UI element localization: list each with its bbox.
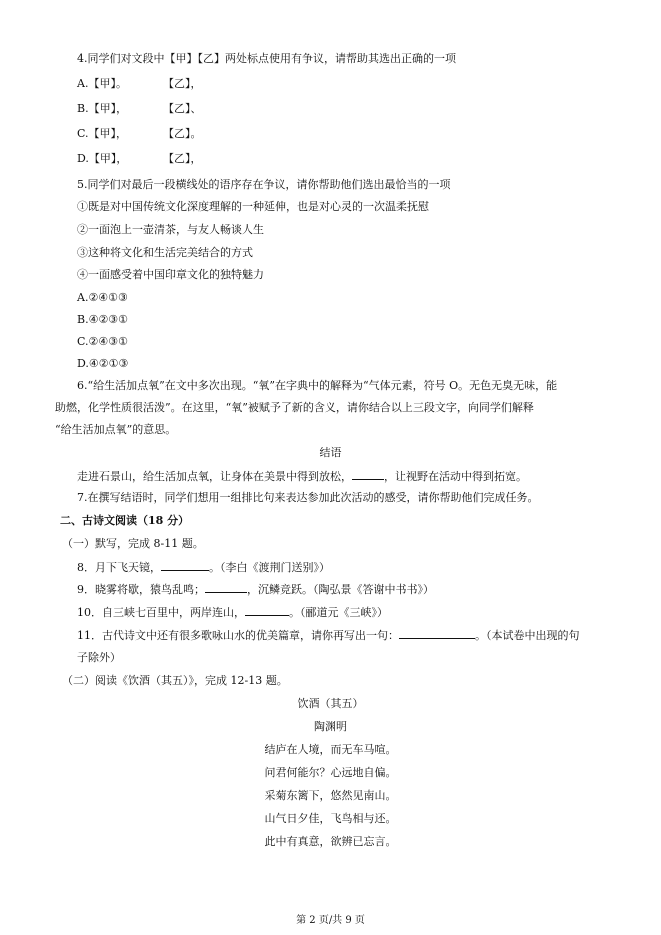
q4-option-b-value: 【乙】、 [163, 102, 202, 115]
q5-option-b: B.④②③① [77, 313, 129, 326]
q4-option-a-value: 【乙】， [163, 77, 202, 90]
q4-stem: 4.同学们对文段中【甲】【乙】两处标点使用有争议，请帮助其选出正确的一项 [77, 52, 456, 65]
poem-line-2: 问君何能尔？心远地自偏。 [264, 766, 397, 779]
q5-option-d: D.④②①③ [77, 357, 129, 370]
q7-stem: 7.在撰写结语时，同学们想用一组排比句来表达参加此次活动的感受，请你帮助他们完成任务。 [77, 491, 539, 504]
q10-after: 。（郦道元《三峡》） [289, 606, 388, 619]
q5-option-c: C.②④③① [77, 335, 128, 348]
q11-before: 11．古代诗文中还有很多歌咏山水的优美篇章，请你再写出一句： [77, 629, 399, 642]
poem-line-5: 此中有真意，欲辨已忘言。 [264, 835, 397, 848]
conclusion-text-before: 走进石景山，给生活加点氧，让身体在美景中得到放松， [77, 470, 352, 483]
q5-item-1: ①既是对中国传统文化深度理解的一种延伸，也是对心灵的一次温柔抚慰 [77, 200, 429, 213]
q8-before: 8．月下飞天镜， [77, 561, 161, 574]
poem-line-1: 结庐在人境，而无车马喧。 [264, 743, 397, 756]
page-footer: 第 2 页/共 9 页 [296, 915, 365, 926]
q8-blank[interactable] [161, 560, 209, 571]
poem-line-4: 山气日夕佳，飞鸟相与还。 [264, 812, 397, 825]
q6-line-3: “给生活加点氧”的意思。 [55, 423, 177, 436]
section2-part1: （一）默写，完成 8-11 题。 [62, 537, 204, 550]
poem-author: 陶渊明 [314, 720, 347, 733]
conclusion-blank[interactable] [352, 469, 384, 480]
q9-after: ，沉鳞竞跃。（陶弘景《答谢中书书》） [247, 583, 434, 596]
q4-option-c-value: 【乙】。 [163, 127, 202, 140]
q9-blank[interactable] [205, 582, 247, 593]
conclusion-text [77, 469, 527, 484]
q5-item-3: ③这种将文化和生活完美结合的方式 [77, 246, 253, 259]
q5-item-4: ④一面感受着中国印章文化的独特魅力 [77, 268, 264, 281]
q11-line-2: 子除外） [77, 651, 121, 664]
q11-line [77, 628, 580, 643]
q4-option-d-value: 【乙】， [163, 152, 202, 165]
conclusion-text-after: ，让视野在活动中得到拓宽。 [384, 470, 527, 483]
q9-before: 9．晓雾将歇，猿鸟乱鸣； [77, 583, 205, 596]
q6-line-2: 助燃，化学性质很活泼”。在这里，“氧”被赋予了新的含义，请你结合以上三段文字，向同学们解释 [55, 401, 534, 414]
conclusion-title: 结语 [319, 446, 342, 459]
q5-option-a: A.②④①③ [77, 291, 128, 304]
q8-line [77, 560, 330, 575]
section2-part2: （二）阅读《饮酒（其五）》，完成 12-13 题。 [62, 674, 288, 687]
q4-option-c-label: C.【甲】， [77, 127, 128, 140]
q6-line-1: 6.“给生活加点氧”在文中多次出现。“氧”在字典中的解释为“气体元素，符号 O。无色无臭无味，能 [77, 379, 558, 392]
q4-option-b-label: B.【甲】， [77, 102, 128, 115]
poem-line-3: 采菊东篱下，悠然见南山。 [264, 789, 397, 802]
q4-option-a-label: A.【甲】。 [77, 77, 127, 90]
q5-stem: 5.同学们对最后一段横线处的语序存在争议，请你帮助他们选出最恰当的一项 [77, 178, 451, 191]
poem-title: 饮酒（其五） [297, 697, 364, 710]
q8-after: 。（李白《渡荆门送别》） [209, 561, 330, 574]
q10-line [77, 605, 388, 620]
q11-blank[interactable] [399, 628, 475, 639]
q9-line [77, 582, 434, 597]
section2-heading: 二、古诗文阅读（18 分） [60, 514, 190, 527]
q11-after: 。（本试卷中出现的句 [475, 629, 580, 642]
q4-option-d-label: D.【甲】， [77, 152, 128, 165]
q10-blank[interactable] [245, 605, 289, 616]
q5-item-2: ②一面泡上一壶清茶，与友人畅谈人生 [77, 223, 264, 236]
q10-before: 10．自三峡七百里中，两岸连山， [77, 606, 245, 619]
